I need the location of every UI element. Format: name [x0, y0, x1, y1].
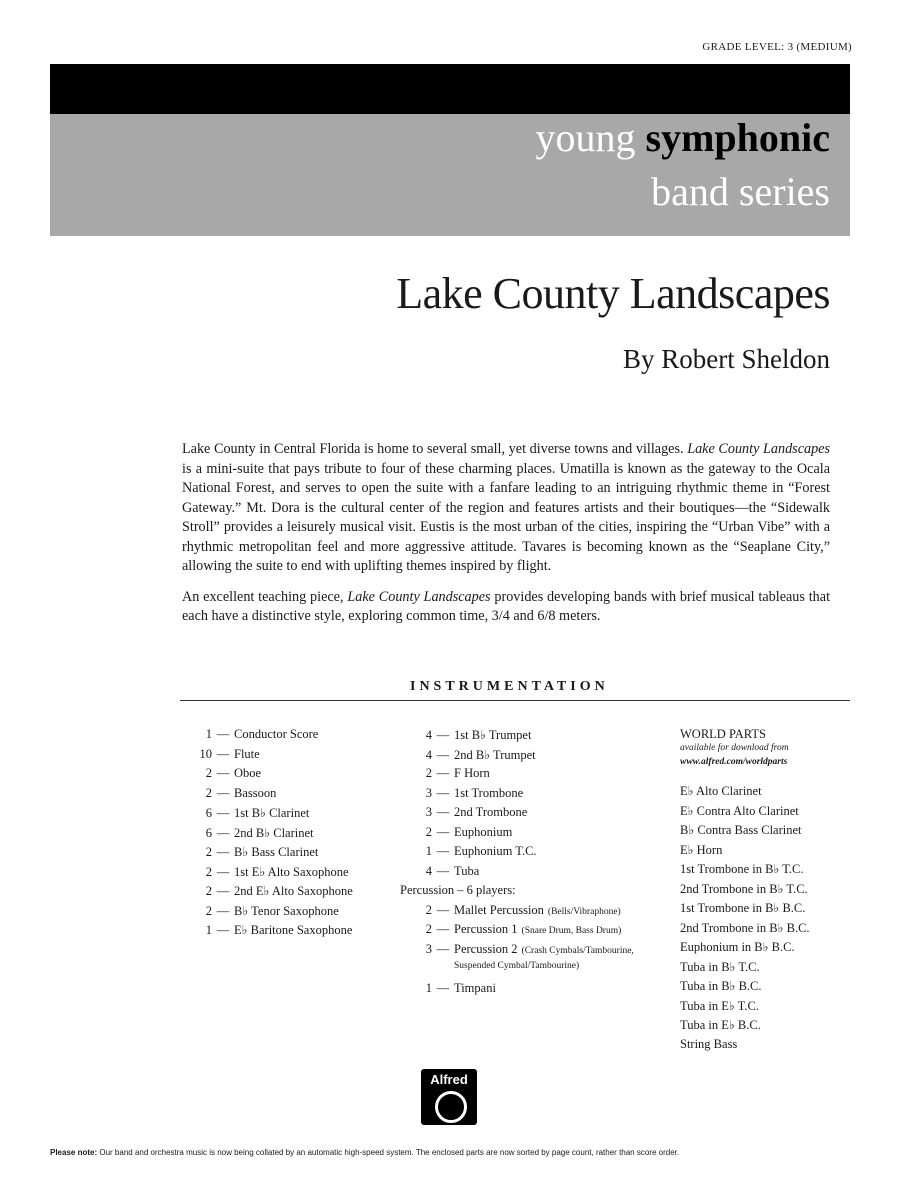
- world-part-item: 2nd Trombone in B♭ T.C.: [680, 881, 808, 896]
- instrument-quantity: 3: [425, 785, 432, 800]
- instrument-dash: —: [436, 844, 450, 858]
- instrument-quantity: 3: [425, 941, 432, 956]
- instrumentation-divider: [180, 700, 850, 701]
- instrument-dash: —: [436, 728, 450, 742]
- description: [182, 440, 830, 638]
- instrument-row: [180, 883, 353, 903]
- instrument-dash: —: [436, 824, 450, 839]
- instrument-dash: —: [436, 805, 450, 819]
- instrument-quantity: 6: [205, 806, 212, 820]
- instrument-quantity: 1: [425, 844, 432, 858]
- instrument-name: 2nd Trombone: [454, 805, 528, 819]
- instrument-dash: —: [436, 766, 450, 780]
- instrument-row: [180, 922, 353, 942]
- percussion-detail-continuation: Suspended Cymbal/Tambourine): [454, 961, 580, 971]
- world-parts-list: [680, 783, 810, 1056]
- instrument-detail: (Crash Cymbals/Tambourine,: [521, 945, 634, 956]
- alfred-logo-circle-icon: [435, 1091, 467, 1123]
- instrument-name: Conductor Score: [234, 727, 319, 741]
- instrument-dash: —: [436, 902, 450, 917]
- alfred-logo-text: Alfred: [430, 1072, 468, 1087]
- description-title-italic: Lake County Landscapes: [687, 441, 831, 457]
- footer-note-text: Our band and orchestra music is now being collated by an automatic high-speed system. The enclosed parts are now sorted by page count, rather than score order.: [97, 1148, 680, 1157]
- description-paragraph-2: [182, 588, 830, 627]
- instrument-row: [400, 942, 634, 962]
- world-part-item: String Bass: [680, 1036, 738, 1051]
- world-part-item: Euphonium in B♭ B.C.: [680, 940, 795, 954]
- instrument-quantity: 6: [205, 825, 212, 840]
- instrument-name: Bassoon: [234, 785, 277, 800]
- instrument-dash: —: [436, 863, 450, 878]
- instrument-dash: —: [216, 766, 230, 780]
- instrument-dash: —: [216, 923, 230, 937]
- instrument-quantity: 4: [425, 728, 432, 742]
- world-part-item: Tuba in B♭ B.C.: [680, 979, 762, 993]
- footer-note-label: Please note:: [50, 1148, 98, 1157]
- instrument-row: [180, 864, 353, 884]
- world-part-item: 2nd Trombone in B♭ B.C.: [680, 920, 810, 935]
- instrument-dash: —: [216, 845, 230, 859]
- instrument-quantity: 2: [205, 864, 212, 879]
- world-part-item: Tuba in E♭ T.C.: [680, 998, 759, 1013]
- instrument-name: Tuba: [454, 863, 480, 878]
- world-part-item: B♭ Contra Bass Clarinet: [680, 823, 802, 837]
- instrument-quantity: 1: [205, 923, 212, 937]
- description-paragraph-1: [182, 440, 830, 577]
- world-part-item: E♭ Horn: [680, 842, 723, 857]
- instrument-quantity: 2: [205, 884, 212, 898]
- instrument-name: Timpani: [454, 980, 496, 995]
- instrumentation-heading: INSTRUMENTATION: [410, 679, 609, 694]
- world-part-item: E♭ Alto Clarinet: [680, 784, 762, 798]
- world-parts-url[interactable]: www.alfred.com/worldparts: [680, 757, 788, 767]
- instrument-detail: (Snare Drum, Bass Drum): [521, 926, 622, 936]
- instrument-row: [400, 922, 634, 942]
- instrument-dash: —: [436, 941, 450, 956]
- instrument-quantity: 1: [205, 727, 212, 741]
- instrument-name: Euphonium T.C.: [454, 844, 537, 858]
- series-line-1: [535, 115, 831, 160]
- alfred-logo: [421, 1069, 477, 1125]
- instrument-row: [180, 766, 353, 786]
- instrument-name: Oboe: [234, 766, 262, 780]
- instrument-dash: —: [216, 785, 230, 800]
- instrument-quantity: 2: [205, 845, 212, 859]
- instrument-dash: —: [216, 806, 230, 820]
- instrument-row: [180, 786, 353, 806]
- instrument-quantity: 2: [425, 902, 432, 917]
- instrument-row: [400, 844, 634, 864]
- instrument-row: [180, 805, 353, 825]
- instrument-quantity: 2: [425, 824, 432, 839]
- description-text: provides developing bands with brief musical tableaus that each have a distinctive style, exploring common time, 3/4 and 6/8 meters.: [182, 588, 831, 624]
- instrument-dash: —: [216, 884, 230, 898]
- instrument-row: [400, 805, 634, 825]
- instrument-quantity: 4: [425, 863, 432, 878]
- instrument-name: F Horn: [454, 766, 490, 780]
- instrument-row: [180, 903, 353, 923]
- instrument-name: B♭ Tenor Saxophone: [234, 903, 339, 918]
- instrument-dash: —: [216, 746, 230, 761]
- series-word-young: young: [535, 115, 636, 160]
- instrument-dash: —: [436, 785, 450, 800]
- description-text: An excellent teaching piece,: [182, 588, 348, 605]
- instrument-quantity: 1: [425, 980, 432, 995]
- instrument-dash: —: [216, 825, 230, 840]
- instrument-quantity: 2: [425, 922, 432, 936]
- page-title: Lake County Landscapes: [396, 269, 830, 318]
- world-part-item: 1st Trombone in B♭ B.C.: [680, 901, 806, 915]
- instrument-name: Percussion 2: [454, 941, 518, 956]
- instrument-name: 1st E♭ Alto Saxophone: [234, 864, 349, 879]
- instrument-dash: —: [436, 747, 450, 762]
- instrumentation-column-2: [400, 727, 634, 1000]
- instrument-name: 1st B♭ Trumpet: [454, 728, 532, 742]
- instrument-name: Flute: [234, 746, 260, 761]
- instrument-dash: —: [436, 922, 450, 936]
- world-part-item: Tuba in E♭ B.C.: [680, 1018, 761, 1032]
- instrument-name: Percussion 1: [454, 922, 518, 936]
- instrument-dash: —: [216, 903, 230, 918]
- instrument-name: 1st B♭ Clarinet: [234, 806, 310, 820]
- instrument-name: 1st Trombone: [454, 785, 524, 800]
- instrument-quantity: 2: [425, 766, 432, 780]
- instrument-dash: —: [216, 727, 230, 741]
- instrument-quantity: 10: [199, 746, 212, 761]
- description-title-italic: Lake County Landscapes: [347, 588, 491, 605]
- instrument-row: [180, 727, 353, 747]
- instrument-name: 2nd B♭ Trumpet: [454, 747, 536, 762]
- instrument-quantity: 2: [205, 766, 212, 780]
- instrument-quantity: 2: [205, 903, 212, 918]
- composer: By Robert Sheldon: [623, 344, 830, 374]
- description-text: Lake County in Central Florida is home to several small, yet diverse towns and villages.: [182, 441, 688, 457]
- world-parts-heading: WORLD PARTS: [680, 727, 766, 741]
- instrument-row: [180, 825, 353, 845]
- header-black-band: [50, 64, 850, 114]
- instrument-name: B♭ Bass Clarinet: [234, 845, 319, 859]
- world-parts-note: available for download from: [680, 743, 789, 753]
- instrument-detail: (Bells/Vibraphone): [547, 906, 621, 917]
- footer-note: [50, 1148, 850, 1157]
- instrument-quantity: 3: [425, 805, 432, 819]
- percussion-heading: Percussion – 6 players:: [400, 883, 516, 897]
- instrument-name: 2nd E♭ Alto Saxophone: [234, 884, 353, 898]
- instrument-quantity: 2: [205, 785, 212, 800]
- instrument-row: [400, 864, 634, 884]
- series-word-symphonic: symphonic: [645, 115, 830, 160]
- world-part-item: E♭ Contra Alto Clarinet: [680, 803, 799, 818]
- instrument-row: [400, 727, 634, 747]
- world-part-item: Tuba in B♭ T.C.: [680, 959, 760, 974]
- instrument-name: Euphonium: [454, 824, 513, 839]
- world-parts: [680, 727, 810, 1056]
- instrument-name: Mallet Percussion: [454, 902, 544, 917]
- instrument-row: [400, 766, 634, 786]
- instrument-row: [400, 825, 634, 845]
- instrumentation-column-1: [180, 727, 353, 942]
- world-part-item: 1st Trombone in B♭ T.C.: [680, 862, 804, 876]
- series-line-2: band series: [651, 169, 830, 214]
- instrument-row: [180, 844, 353, 864]
- instrument-name: 2nd B♭ Clarinet: [234, 825, 314, 840]
- series-banner: [50, 114, 850, 236]
- instrument-row: [400, 903, 634, 923]
- instrument-name: E♭ Baritone Saxophone: [234, 923, 353, 937]
- instrument-dash: —: [216, 864, 230, 879]
- description-text: is a mini-suite that pays tribute to four of these charming places. Umatilla is known as the gateway to the Ocala National Forest, and serves to open the suite with a fanfare leading to an intriguing rhythmic theme in “Forest Gateway.” Mt. Dora is the cultural center of the region and features artists and their boutiques—the “Sidewalk Stroll” provides a leisurely musical visit. Eustis is the most urban of the cities, inspiring the “Urban Vibe” with a rhythmic metropolitan feel and more aggressive attitude. Tavares is becoming known as the “Seaplane City,” allowing the suite to end with uplifting themes inspired by flight.: [182, 460, 830, 574]
- grade-level: GRADE LEVEL: 3 (MEDIUM): [702, 41, 852, 53]
- instrument-quantity: 4: [425, 747, 432, 762]
- instrument-dash: —: [436, 980, 450, 995]
- instrument-row: [400, 981, 634, 1001]
- instrument-row: [400, 786, 634, 806]
- instrument-row: [400, 747, 634, 767]
- instrument-row: [180, 747, 353, 767]
